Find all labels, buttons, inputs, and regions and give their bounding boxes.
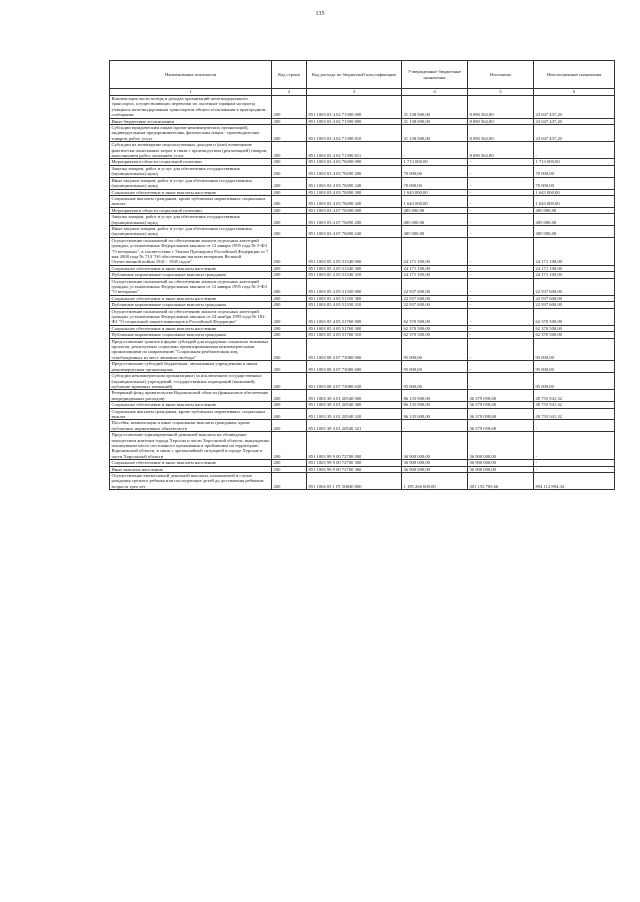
table-row — [110, 96, 615, 119]
budget-classification-cell: 851 1003 03 4 03 70490 000 — [307, 159, 402, 165]
indicator-name-cell: Социальное обеспечение и иные выплаты населению — [110, 295, 272, 301]
executed-amount-cell: 301 153 705,66 — [468, 473, 534, 490]
table-row — [110, 361, 615, 373]
unexecuted-amount-cell: 49 755 941,32 — [534, 402, 615, 408]
table-row — [110, 125, 615, 142]
unexecuted-amount-cell: 1 643 000,00 — [534, 189, 615, 195]
unexecuted-amount-cell: 23 047 437,20 — [534, 118, 615, 124]
table-row — [110, 278, 615, 295]
approved-amount-cell: 24 171 100,00 — [402, 237, 468, 265]
column-number: 1 — [110, 89, 272, 96]
approved-amount-cell: 31 138 000,00 — [402, 118, 468, 124]
unexecuted-amount-cell: 23 047 437,20 — [534, 96, 615, 119]
unexecuted-amount-cell: 62 370 500,00 — [534, 325, 615, 331]
header-executed: Исполнено — [468, 61, 534, 89]
executed-amount-cell: - — [468, 189, 534, 195]
indicator-name-cell: Пособия, компенсации и иные социальные выплаты гражданам, кроме публичных нормативных обязательств — [110, 420, 272, 432]
budget-classification-cell: 851 1003 03 4 03 70490 320 — [307, 195, 402, 207]
indicator-name-cell: Субсидии на возмещение недополученных доходов и (или) возмещение фактически понесенных затрат в связи с производством (реализацией) товаров, выполнением работ, оказанием услуг — [110, 142, 272, 159]
row-code-cell: 200 — [272, 325, 307, 331]
executed-amount-cell: 8 090 562,80 — [468, 96, 534, 119]
row-code-cell: 200 — [272, 408, 307, 420]
table-row — [110, 390, 615, 402]
row-code-cell: 200 — [272, 195, 307, 207]
row-code-cell: 200 — [272, 237, 307, 265]
unexecuted-amount-cell: 22 937 600,00 — [534, 302, 615, 308]
indicator-name-cell: Социальное обеспечение и иные выплаты населению — [110, 325, 272, 331]
budget-classification-cell: 851 1004 03 1 P1 50840 000 — [307, 473, 402, 490]
unexecuted-amount-cell: - — [534, 460, 615, 466]
table-row — [110, 308, 615, 325]
indicator-name-cell: Осуществление полномочий по обеспечению жильем отдельных категорий граждан, установленных Федеральным законом от 12 января 1995 года № 5-ФЗ "О ветеранах" — [110, 278, 272, 295]
budget-classification-cell: 851 1003 08 4 07 73080 000 — [307, 338, 402, 361]
indicator-name-cell: Предоставление субсидий бюджетным, автономным учреждениям и иным некоммерческим организациям — [110, 361, 272, 373]
unexecuted-amount-cell: 62 370 500,00 — [534, 332, 615, 338]
header-budget-classification: Код расхода по бюджетной классификации — [307, 61, 402, 89]
executed-amount-cell: - — [468, 159, 534, 165]
approved-amount-cell: 24 171 100,00 — [402, 272, 468, 278]
budget-classification-cell: 851 1003 99 9 00 72700 300 — [307, 460, 402, 466]
approved-amount-cell: 31 138 000,00 — [402, 125, 468, 142]
executed-amount-cell: - — [468, 295, 534, 301]
approved-amount-cell: 22 937 600,00 — [402, 295, 468, 301]
approved-amount-cell: 36 900 000,00 — [402, 432, 468, 460]
unexecuted-amount-cell: 95 000,00 — [534, 361, 615, 373]
unexecuted-amount-cell: 95 000,00 — [534, 338, 615, 361]
row-code-cell: 200 — [272, 225, 307, 237]
budget-classification-cell: 851 1003 03 4 02 71390 800 — [307, 118, 402, 124]
approved-amount-cell: 22 937 600,00 — [402, 302, 468, 308]
approved-amount-cell: 86 135 000,00 — [402, 390, 468, 402]
indicator-name-cell: Иные закупки товаров, работ и услуг для обеспечения государственных (муниципальных) нужд — [110, 225, 272, 237]
budget-classification-cell: 851 1003 03 4 07 70490 240 — [307, 225, 402, 237]
column-number: 2 — [272, 89, 307, 96]
indicator-name-cell: Субсидии юридическим лицам (кроме некоммерческих организаций), индивидуальным предпринимателям, физическим лицам - производителям товаров, работ, услуг — [110, 125, 272, 142]
column-number: 6 — [534, 89, 615, 96]
header-row — [110, 61, 615, 89]
executed-amount-cell: - — [468, 302, 534, 308]
approved-amount-cell: 95 000,00 — [402, 338, 468, 361]
approved-amount-cell: 31 138 000,00 — [402, 96, 468, 119]
budget-classification-cell: 851 1003 39 4 01 20540 000 — [307, 390, 402, 402]
indicator-name-cell: Публичные нормативные социальные выплаты гражданам — [110, 302, 272, 308]
unexecuted-amount-cell: 1 713 000,00 — [534, 159, 615, 165]
unexecuted-amount-cell: 70 000,00 — [534, 177, 615, 189]
column-number: 4 — [402, 89, 468, 96]
unexecuted-amount-cell: 485 000,00 — [534, 207, 615, 213]
table-row — [110, 177, 615, 189]
row-code-cell: 200 — [272, 432, 307, 460]
row-code-cell: 200 — [272, 308, 307, 325]
executed-amount-cell: - — [468, 225, 534, 237]
unexecuted-amount-cell: 894 112 894,34 — [534, 473, 615, 490]
approved-amount-cell: 70 000,00 — [402, 177, 468, 189]
row-code-cell: 200 — [272, 278, 307, 295]
indicator-name-cell: Публичные нормативные социальные выплаты гражданам — [110, 332, 272, 338]
unexecuted-amount-cell: 24 171 100,00 — [534, 272, 615, 278]
table-row — [110, 420, 615, 432]
executed-amount-cell: - — [468, 272, 534, 278]
approved-amount-cell: 95 000,00 — [402, 373, 468, 390]
row-code-cell: 200 — [272, 420, 307, 432]
header-row-code: Код строки — [272, 61, 307, 89]
executed-amount-cell: - — [468, 165, 534, 177]
executed-amount-cell: 8 090 562,80 — [468, 142, 534, 159]
unexecuted-amount-cell: - — [534, 420, 615, 432]
executed-amount-cell: 36 379 058,68 — [468, 402, 534, 408]
page-number: 135 — [315, 11, 325, 17]
executed-amount-cell: - — [468, 308, 534, 325]
executed-amount-cell: - — [468, 265, 534, 271]
unexecuted-amount-cell: 24 171 100,00 — [534, 265, 615, 271]
approved-amount-cell: 86 135 000,00 — [402, 402, 468, 408]
indicator-name-cell: Мероприятия в области социальной политики — [110, 159, 272, 165]
budget-classification-cell: 851 1003 03 4 02 71390 810 — [307, 125, 402, 142]
unexecuted-amount-cell: 95 000,00 — [534, 373, 615, 390]
approved-amount-cell: - — [402, 142, 468, 159]
approved-amount-cell: 36 900 000,00 — [402, 460, 468, 466]
budget-classification-cell: 851 1003 08 4 07 73080 630 — [307, 373, 402, 390]
executed-amount-cell: 8 090 562,80 — [468, 125, 534, 142]
row-code-cell: 200 — [272, 118, 307, 124]
table-row — [110, 373, 615, 390]
indicator-name-cell: Социальные выплаты гражданам, кроме публичных нормативных социальных выплат — [110, 195, 272, 207]
indicator-name-cell: Публичные нормативные социальные выплаты гражданам — [110, 272, 272, 278]
executed-amount-cell: 36 900 000,00 — [468, 432, 534, 460]
indicator-name-cell: Предоставление единовременной денежной выплаты на обзаведение имуществом жителям города Херсона и части Херсонской области, вынужденно покинувшим место постоянного проживания и прибывшим на территорию Воронежской области, в связи с чрезвычайной ситуацией в городе Херсоне и части Херсонской области — [111, 432, 270, 459]
indicator-name-cell: Иные бюджетные ассигнования — [110, 118, 272, 124]
budget-classification-cell: 851 1003 03 4 03 70490 300 — [307, 189, 402, 195]
budget-classification-cell: 851 1003 05 4 05 51350 000 — [307, 278, 402, 295]
approved-amount-cell: 86 135 000,00 — [402, 408, 468, 420]
budget-classification-cell: 851 1003 03 4 02 71390 000 — [307, 96, 402, 119]
executed-amount-cell: - — [468, 195, 534, 207]
budget-execution-table — [109, 60, 615, 490]
approved-amount-cell: 485 000,00 — [402, 225, 468, 237]
budget-classification-cell: 851 1003 99 9 00 72700 000 — [307, 432, 402, 460]
executed-amount-cell: - — [468, 325, 534, 331]
indicator-name-cell: Иные закупки товаров, работ и услуг для обеспечения государственных (муниципальных) нужд — [110, 177, 272, 189]
unexecuted-amount-cell: 22 937 600,00 — [534, 295, 615, 301]
unexecuted-amount-cell: - — [534, 466, 615, 472]
row-code-cell: 200 — [272, 207, 307, 213]
executed-amount-cell: 36 379 058,68 — [468, 390, 534, 402]
executed-amount-cell: - — [468, 177, 534, 189]
budget-classification-cell: 851 1003 03 4 03 70490 200 — [307, 165, 402, 177]
approved-amount-cell: 1 195 266 600,00 — [402, 473, 468, 490]
table-body — [110, 96, 615, 490]
budget-classification-cell: 851 1003 03 4 03 70490 240 — [307, 177, 402, 189]
approved-amount-cell: 1 643 000,00 — [402, 189, 468, 195]
row-code-cell: 200 — [272, 338, 307, 361]
row-code-cell: 200 — [272, 125, 307, 142]
budget-classification-cell: 851 1003 39 4 01 20540 321 — [307, 420, 402, 432]
header-indicator-name: Наименование показателя — [110, 61, 272, 89]
indicator-name-cell: Предоставление грантов в форме субсидий для поддержки социально значимых проектов, реализуемых социально ориентированными некоммерческими организациями по направлению "Социальная реабилитация лиц, освобожденных из мест лишения свободы" — [110, 338, 272, 361]
header-approved: Утвержденные бюджетные назначения — [402, 61, 468, 89]
executed-amount-cell: 36 900 000,00 — [468, 460, 534, 466]
row-code-cell: 200 — [272, 460, 307, 466]
row-code-cell: 200 — [272, 142, 307, 159]
row-code-cell: 200 — [272, 373, 307, 390]
executed-amount-cell: - — [468, 373, 534, 390]
budget-classification-cell: 851 1003 05 4 05 51350 300 — [307, 295, 402, 301]
unexecuted-amount-cell: 485 000,00 — [534, 214, 615, 226]
executed-amount-cell: - — [468, 332, 534, 338]
table-row — [110, 214, 615, 226]
row-code-cell: 200 — [272, 473, 307, 490]
indicator-name-cell: Резервный фонд правительства Воронежской области (финансовое обеспечение непредвиденных расходов) — [110, 390, 272, 402]
indicator-name-cell: Осуществление ежемесячной денежной выплаты, назначаемой в случае рождения третьего ребенка или последующих детей до достижения ребенком возраста трех лет — [110, 473, 272, 490]
unexecuted-amount-cell: 485 000,00 — [534, 225, 615, 237]
row-code-cell: 200 — [272, 272, 307, 278]
indicator-name-cell: Субсидии некоммерческим организациям (за исключением государственных (муниципальных) учреждений, государственных корпораций (компаний), публично-правовых компаний) — [110, 373, 272, 390]
budget-classification-cell: 851 1003 05 4 05 51760 300 — [307, 325, 402, 331]
row-code-cell: 200 — [272, 214, 307, 226]
indicator-name-cell: Социальное обеспечение и иные выплаты населению — [110, 460, 272, 466]
executed-amount-cell: 36 379 058,68 — [468, 420, 534, 432]
executed-amount-cell: - — [468, 278, 534, 295]
table-row — [110, 473, 615, 490]
budget-classification-cell: 851 1003 05 4 05 51340 310 — [307, 272, 402, 278]
approved-amount-cell: 62 370 500,00 — [402, 332, 468, 338]
indicator-name-cell: Социальное обеспечение и иные выплаты населению — [110, 265, 272, 271]
executed-amount-cell: - — [468, 338, 534, 361]
approved-amount-cell: - — [402, 420, 468, 432]
executed-amount-cell: 36 900 000,00 — [468, 466, 534, 472]
indicator-name-cell: Иные выплаты населению — [110, 466, 272, 472]
executed-amount-cell: - — [468, 207, 534, 213]
unexecuted-amount-cell: 23 047 437,20 — [534, 125, 615, 142]
row-code-cell: 200 — [272, 295, 307, 301]
header-unexecuted: Неисполненные назначения — [534, 61, 615, 89]
budget-classification-cell: 851 1003 03 4 07 70490 000 — [307, 207, 402, 213]
approved-amount-cell: 95 000,00 — [402, 361, 468, 373]
row-code-cell: 200 — [272, 189, 307, 195]
budget-classification-cell: 851 1003 03 4 02 71390 811 — [307, 142, 402, 159]
approved-amount-cell: 22 937 600,00 — [402, 278, 468, 295]
budget-classification-cell: 851 1003 05 4 05 51760 000 — [307, 308, 402, 325]
approved-amount-cell: 1 643 000,00 — [402, 195, 468, 207]
indicator-name-cell: Осуществление полномочий по обеспечению жильем отдельных категорий граждан, установленных Федеральным законом от 24 ноября 1995 года № 181-ФЗ "О социальной защите инвалидов в Российской Федерации" — [110, 308, 272, 325]
budget-classification-cell: 851 1003 39 4 01 20540 300 — [307, 402, 402, 408]
table-row — [110, 195, 615, 207]
row-code-cell: 200 — [272, 159, 307, 165]
table-row — [110, 225, 615, 237]
row-code-cell: 200 — [272, 402, 307, 408]
row-code-cell: 200 — [272, 165, 307, 177]
unexecuted-amount-cell: - — [534, 432, 615, 460]
budget-classification-cell: 851 1003 05 4 05 51340 300 — [307, 265, 402, 271]
indicator-name-cell: Закупка товаров, работ и услуг для обеспечения государственных (муниципальных) нужд — [110, 214, 272, 226]
row-code-cell: 200 — [272, 361, 307, 373]
executed-amount-cell: - — [468, 361, 534, 373]
row-code-cell: 200 — [272, 265, 307, 271]
indicator-name-cell: Мероприятия в области социальной политики — [110, 207, 272, 213]
table-row — [110, 408, 615, 420]
approved-amount-cell: 62 370 500,00 — [402, 325, 468, 331]
approved-amount-cell: 62 370 500,00 — [402, 308, 468, 325]
indicator-name-cell: Осуществление полномочий по обеспечению жильем отдельных категорий граждан, установленных Федеральным законом от 12 января 1995 года № 5-ФЗ "О ветеранах", в соответствии с Указом Президента Российской Федерации от 7 мая 2008 года № 714 "Об обеспечении жильем ветеранов Великой Отечественной войны 1941 - 1945 годов" — [110, 237, 272, 265]
table-row — [110, 237, 615, 265]
unexecuted-amount-cell: 62 370 500,00 — [534, 308, 615, 325]
indicator-name-cell: Социальное обеспечение и иные выплаты населению — [110, 402, 272, 408]
table-row — [110, 338, 615, 361]
budget-classification-cell: 851 1003 03 4 07 70490 200 — [307, 214, 402, 226]
unexecuted-amount-cell: 49 755 941,32 — [534, 390, 615, 402]
approved-amount-cell: 24 171 100,00 — [402, 265, 468, 271]
executed-amount-cell: - — [468, 214, 534, 226]
row-code-cell: 200 — [272, 96, 307, 119]
executed-amount-cell: 8 090 562,80 — [468, 118, 534, 124]
row-code-cell: 200 — [272, 390, 307, 402]
unexecuted-amount-cell: 49 755 941,32 — [534, 408, 615, 420]
indicator-name-cell: Социальные выплаты гражданам, кроме публичных нормативных социальных выплат — [110, 408, 272, 420]
row-code-cell: 200 — [272, 177, 307, 189]
budget-classification-cell: 851 1003 05 4 05 51340 000 — [307, 237, 402, 265]
unexecuted-amount-cell: 1 643 000,00 — [534, 195, 615, 207]
row-code-cell: 200 — [272, 332, 307, 338]
table-row — [110, 142, 615, 159]
row-code-cell: 200 — [272, 302, 307, 308]
approved-amount-cell: 36 900 000,00 — [402, 466, 468, 472]
executed-amount-cell: 36 379 058,68 — [468, 408, 534, 420]
unexecuted-amount-cell: 22 937 600,00 — [534, 278, 615, 295]
budget-classification-cell: 851 1003 99 9 00 72700 360 — [307, 466, 402, 472]
approved-amount-cell: 70 000,00 — [402, 165, 468, 177]
approved-amount-cell: 485 000,00 — [402, 214, 468, 226]
budget-classification-cell: 851 1003 05 4 05 51350 310 — [307, 302, 402, 308]
row-code-cell: 200 — [272, 466, 307, 472]
approved-amount-cell: 485 000,00 — [402, 207, 468, 213]
indicator-name-cell: Закупка товаров, работ и услуг для обеспечения государственных (муниципальных) нужд — [110, 165, 272, 177]
executed-amount-cell: - — [468, 237, 534, 265]
table-row — [110, 432, 615, 460]
unexecuted-amount-cell: 24 171 100,00 — [534, 237, 615, 265]
budget-classification-cell: 851 1003 05 4 05 51760 310 — [307, 332, 402, 338]
unexecuted-amount-cell: - — [534, 142, 615, 159]
budget-classification-cell: 851 1003 08 4 07 73080 600 — [307, 361, 402, 373]
budget-classification-cell: 851 1003 39 4 01 20540 320 — [307, 408, 402, 420]
indicator-name-cell: Компенсация части потерь в доходах организаций железнодорожного транспорта, осуществляющих перевозки по льготным тарифам на проезд учащихся железнодорожным транспортом общего пользования в пригородном сообщении — [110, 96, 272, 119]
table-row — [110, 165, 615, 177]
column-number: 5 — [468, 89, 534, 96]
approved-amount-cell: 1 713 000,00 — [402, 159, 468, 165]
unexecuted-amount-cell: 70 000,00 — [534, 165, 615, 177]
column-number: 3 — [307, 89, 402, 96]
column-number-row — [110, 89, 615, 96]
indicator-name-cell: Социальное обеспечение и иные выплаты населению — [110, 189, 272, 195]
